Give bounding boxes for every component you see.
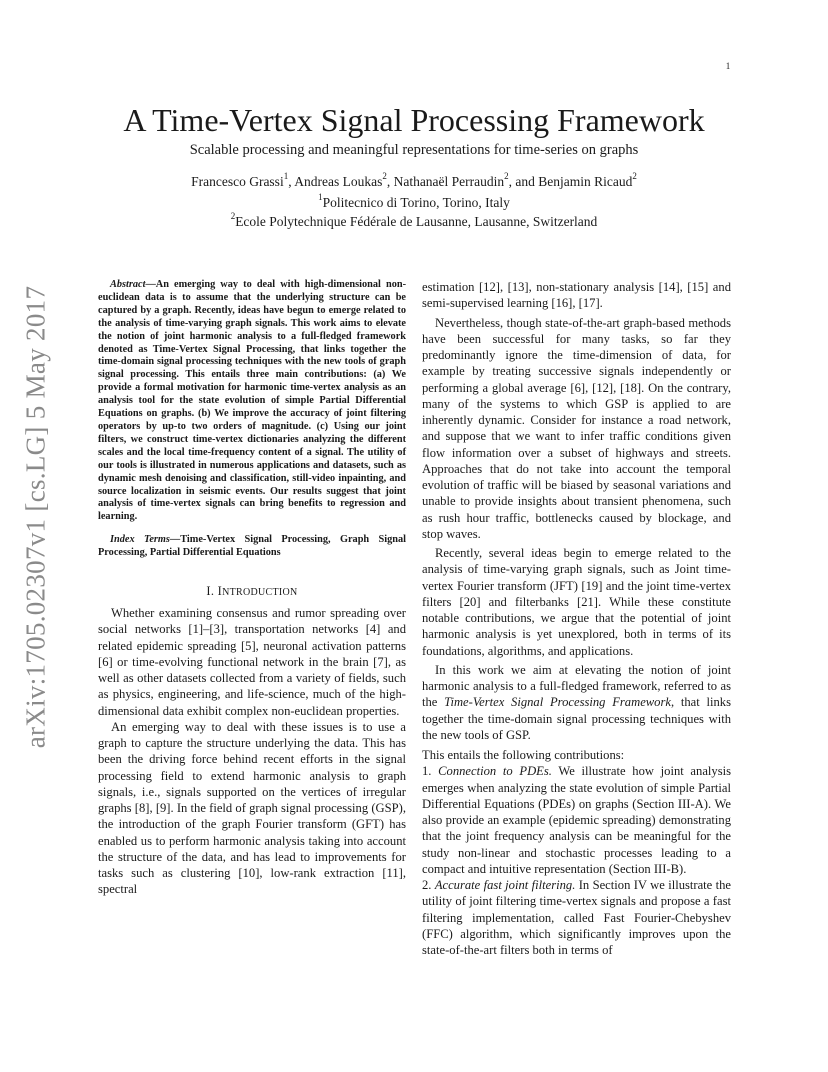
section-title: NTRODUCTION [222, 587, 298, 599]
author-separator: , [386, 174, 394, 189]
index-terms-text: —Time-Vertex Signal Processing, Graph Signal Processing, Partial Differential Equations [98, 534, 407, 559]
text-run: In this work we aim at elevating the notion of joint harmonic analysis to a full-fledged framework, referred to as the [422, 662, 731, 710]
abstract-label: Abstract [110, 279, 146, 290]
author-name: Andreas Loukas [294, 174, 383, 189]
affiliation-1 [0, 192, 828, 211]
contribution-title: Accurate fast joint filtering. [434, 878, 576, 892]
section-heading-introduction [98, 584, 406, 599]
affiliation-2 [0, 211, 828, 230]
contribution-number: 2. [422, 878, 435, 892]
affiliation-mark: 2 [230, 211, 236, 221]
paragraph-continuation: estimation [12], [13], non-stationary analysis [14], [15] and semi-supervised learning [16], [17]. [422, 280, 731, 311]
paper-title: A Time-Vertex Signal Processing Framework [123, 102, 705, 138]
paragraph-recently: Recently, several ideas begin to emerge related to the analysis of time-varying graph signals, such as Joint time-vertex Fourier transform (JFT) [19] and the joint time-vertex filters [20] and filterbanks [21]. While these constitute notable contributions, we argue that the potential of joint harmonic analysis is yet unexplored, both in terms of its foundations, algorithms, and applications. [422, 546, 731, 658]
paragraph-contributions-intro: This entails the following contributions: [422, 748, 625, 762]
paragraph-nevertheless: Nevertheless, though state-of-the-art graph-based methods have been successful for many tasks, so far they predominantly ignore the time-dimension of data, for example by treating successive signals independently or performing a global average [6], [12], [18]. On the contrary, many of the systems to which GSP is applied to are inherently dynamic. Consider for instance a road network, and suppose that we want to infer traffic conditions given flow information over a subset of highways and streets. Approaches that do not take into account the temporal evolution of traffic will be biased by seasonal variations and unable to provide insights about transient phenomena, such as rush hour traffic, bottlenecks caused by blockage, and stop waves. [422, 315, 731, 541]
author-separator: , and [508, 174, 539, 189]
contribution-text: We illustrate how joint analysis emerges when analyzing the state evolution of simple Partial Differential Equations (PDEs) on graphs (Section III-A). We also provide an example (epidemic spreading) demonstrating that the joint frequency analysis can be meaningful for the study non-linear and stochastic processes leading to a compact and intuitive representation (Section III-B). [422, 764, 732, 876]
author-affiliation-mark: 2 [382, 171, 387, 181]
affiliation-text: Politecnico di Torino, Torino, Italy [322, 195, 510, 210]
left-column [98, 279, 406, 898]
contribution-title: Connection to PDEs. [438, 764, 552, 779]
affiliation-mark: 1 [318, 192, 323, 202]
paper-subtitle: Scalable processing and meaningful representations for time-series on graphs [189, 142, 639, 158]
abstract [98, 279, 406, 524]
framework-name: Time-Vertex Signal Processing Framework [444, 695, 671, 710]
affiliation-text: Ecole Polytechnique Fédérale de Lausanne, Lausanne, Switzerland [235, 214, 598, 229]
author-affiliation-mark: 1 [283, 171, 289, 181]
contribution-number: 1. [422, 764, 439, 779]
author-name: Francesco Grassi [191, 174, 284, 189]
intro-paragraph-2: An emerging way to deal with these issues is to use a graph to capture the structure underlying the data. This has been the driving force behind recent efforts in the signal processing field to extend harmonic analysis to graph signals, i.e., signals supported on the vertices of irregular graphs [8], [9]. In the field of graph signal processing (GSP), the introduction of the graph Fourier transform (GFT) has enabled us to perform harmonic analysis taking into account the structure of the data, and has lead to improvements for tasks such as clustering [10], low-rank extraction [11], spectral [98, 719, 406, 897]
paragraph-this-work [422, 662, 731, 743]
page-number: 1 [725, 61, 731, 71]
intro-paragraph-1: Whether examining consensus and rumor spreading over social networks [1]–[3], transportation networks [4] and related epidemic spreading [5], neuronal activation patterns [6] or time-evolving functional network in the brain [7], as well as other datasets collected from a variety of fields, such as physics, engineering, and life-science, much of the high-dimensional data exhibit complex non-euclidean properties. [98, 606, 406, 718]
author-affiliation-mark: 2 [504, 171, 509, 181]
contribution-text: In Section IV we illustrate the utility of joint filtering time-vertex signals and propose a fast filtering implementation, called Fast Fourier-Chebyshev (FFC) algorithm, which significantly improves upon the state-of-the-art filters both in terms of [422, 878, 732, 957]
section-numeral: I. I [206, 584, 223, 599]
contribution-1 [422, 763, 731, 877]
author-name: Benjamin Ricaud [538, 174, 633, 189]
abstract-text: —An emerging way to deal with high-dimensional non-euclidean data is to assume that the underlying structure can be captured by a graph. Recently, ideas have begun to emerge related to the analysis of time-varying graph signals. This work aims to elevate the notion of joint harmonic analysis to a full-fledged framework denoted as Time-Vertex Signal Processing, that links together the time-domain signal processing techniques with the new tools of graph signal processing. This entails three main contributions: (a) We provide a formal motivation for harmonic time-vertex analysis as an analysis tool for the state evolution of simple Partial Differential Equations on graphs. (b) We improve the accuracy of joint filtering operators by up-to two orders of magnitude. (c) Using our joint filters, we construct time-vertex dictionaries analyzing the different scales and the local time-frequency content of a signal. The utility of our tools is illustrated in numerous applications and datasets, such as dynamic mesh denoising and classification, still-video inpainting, and source localization in seismic events. Our results suggest that joint analysis of time-vertex signals can bring benefits to regression and learning. [98, 279, 406, 523]
contribution-2 [422, 877, 731, 958]
index-terms-label: Index Terms [110, 534, 170, 546]
index-terms [98, 534, 406, 560]
text-run: , that links together the time-domain signal processing techniques with the new tools of GSP. [422, 695, 731, 742]
author-name: Nathanaël Perraudin [393, 174, 505, 189]
arxiv-identifier: arXiv:1705.02307v1 [cs.LG] 5 May 2017 [20, 285, 51, 749]
right-column [422, 279, 731, 958]
author-separator: , [288, 174, 295, 189]
author-affiliation-mark: 2 [632, 171, 637, 181]
author-list [0, 171, 828, 190]
